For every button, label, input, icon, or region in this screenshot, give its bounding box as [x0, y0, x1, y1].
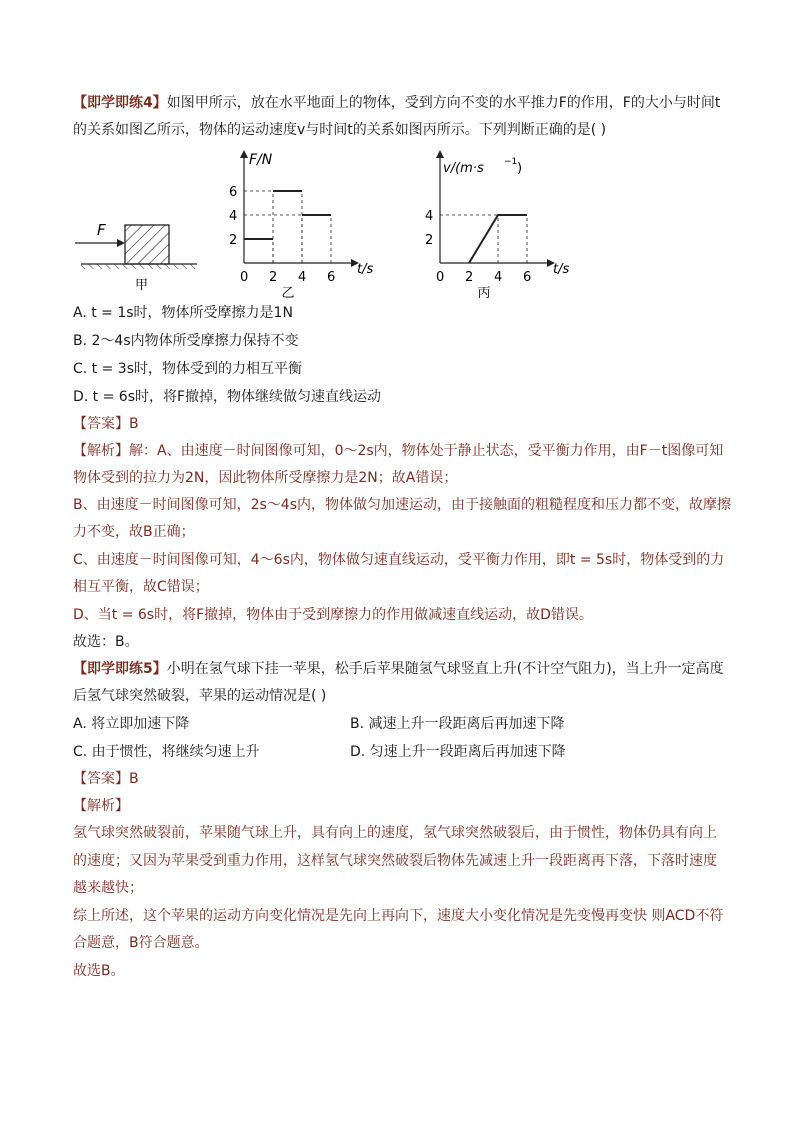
- bing-y-tick: 4: [425, 209, 434, 224]
- q5-option-d: D. 匀速上升一段距离后再加速下降: [350, 744, 566, 760]
- q4-option-b: B. 2～4s内物体所受摩擦力保持不变: [73, 333, 299, 349]
- bing-x-tick: 0: [436, 270, 445, 285]
- q4-option-d: D. t = 6s时，将F撤掉，物体继续做匀速直线运动: [73, 389, 382, 405]
- yi-y-tick: 4: [229, 209, 238, 224]
- q5-analysis-line2: 的速度；又因为苹果受到重力作用，这样氢气球突然破裂后物体先减速上升一段距离再下落，下落时速度: [73, 853, 717, 869]
- bing-y-tick: 2: [425, 233, 434, 248]
- yi-x-tick: 0: [240, 270, 249, 285]
- figure-jia: [73, 215, 203, 295]
- q4-analysis-line5: C、由速度－时间图像可知，4～6s内，物体做匀速直线运动，受平衡力作用，即t = 5s时，物体受到的力: [73, 552, 725, 568]
- q4-option-a: A. t = 1s时，物体所受摩擦力是1N: [73, 305, 293, 321]
- q5-analysis-line1: 氢气球突然破裂前，苹果随气球上升，具有向上的速度，氢气球突然破裂后，由于惯性，物体仍具有向上: [73, 825, 717, 841]
- yi-x-tick: 6: [327, 270, 336, 285]
- chart-velocity-time: [418, 148, 588, 298]
- figure-yi-label: 乙: [281, 286, 295, 298]
- q5-tag: 【即学即练5】: [73, 661, 167, 677]
- block: [125, 225, 169, 264]
- q5-option-c: C. 由于惯性，将继续匀速上升: [73, 744, 260, 760]
- q5-analysis-line3: 越来越快；: [73, 880, 143, 896]
- q4-stem-line2: 的关系如图乙所示，物体的运动速度v与时间t的关系如图丙所示。下列判断正确的是( ): [73, 122, 607, 138]
- force-label: F: [97, 221, 106, 239]
- q5-stem-text1: 小明在氢气球下挂一苹果，松手后苹果随氢气球竖直上升(不计空气阻力)，当上升一定高度: [166, 661, 724, 677]
- bing-y-label-exp: −1: [504, 157, 518, 167]
- q5-analysis-line6: 故选B。: [73, 963, 125, 979]
- q4-analysis-line8: 故选：B。: [73, 634, 139, 650]
- q5-option-a: A. 将立即加速下降: [73, 716, 190, 732]
- q5-analysis-title: 【解析】: [73, 798, 129, 814]
- yi-y-tick: 2: [229, 233, 238, 248]
- yi-x-label: t/s: [357, 262, 374, 277]
- q5-stem-line1: [73, 659, 724, 679]
- q4-tag: 【即学即练4】: [73, 95, 167, 111]
- q5-answer: 【答案】B: [73, 771, 139, 787]
- q4-analysis-line7: D、当t = 6s时，将F撤掉，物体由于受到摩擦力的作用做减速直线运动，故D错误。: [73, 607, 593, 623]
- yi-y-tick: 6: [229, 185, 238, 200]
- yi-x-tick: 2: [269, 270, 278, 285]
- yi-x-tick: 4: [298, 270, 307, 285]
- bing-y-label-close: ): [517, 161, 523, 176]
- q4-analysis-line2: 物体受到的拉力为2N，因此物体所受摩擦力是2N；故A错误；: [73, 470, 458, 486]
- q4-analysis-line3: B、由速度－时间图像可知，2s～4s内，物体做匀加速运动，由于接触面的粗糙程度和压力都不变，故摩擦: [73, 497, 732, 513]
- bing-x-tick: 6: [523, 270, 532, 285]
- q5-option-b: B. 减速上升一段距离后再加速下降: [350, 716, 565, 732]
- q4-stem-line1: [73, 93, 720, 113]
- q5-analysis-line4: 综上所述，这个苹果的运动方向变化情况是先向上再向下，速度大小变化情况是先变慢再变快 则ACD不符: [73, 908, 724, 924]
- bing-y-arrow: [436, 150, 444, 158]
- bing-x-label: t/s: [553, 262, 570, 277]
- bing-x-tick: 2: [465, 270, 474, 285]
- figure-jia-label: 甲: [135, 278, 149, 293]
- chart-force-time: [222, 148, 392, 298]
- bing-y-label: v/(m·s: [443, 161, 484, 176]
- q4-analysis-line6: 相互平衡，故C错误；: [73, 579, 209, 595]
- q5-stem-line2: 后氢气球突然破裂，苹果的运动情况是( ): [73, 688, 327, 704]
- q4-stem-text1: 如图甲所示，放在水平地面上的物体，受到方向不变的水平推力F的作用，F的大小与时间t: [166, 95, 721, 111]
- figure-bing-label: 丙: [477, 286, 491, 298]
- yi-y-arrow: [240, 150, 248, 158]
- q4-answer: 【答案】B: [73, 416, 139, 432]
- q5-analysis-line5: 合题意，B符合题意。: [73, 935, 209, 951]
- ground-hatch: [81, 264, 197, 269]
- bing-x-tick: 4: [494, 270, 503, 285]
- q4-option-c: C. t = 3s时，物体受到的力相互平衡: [73, 361, 302, 377]
- q4-analysis-line4: 力不变，故B正确；: [73, 524, 195, 540]
- force-arrow-head: [117, 239, 125, 247]
- yi-y-label: F/N: [249, 152, 273, 168]
- q4-analysis-line1: 【解析】解：A、由速度－时间图像可知，0～2s内，物体处于静止状态，受平衡力作用，由F－t图像可知: [73, 443, 724, 459]
